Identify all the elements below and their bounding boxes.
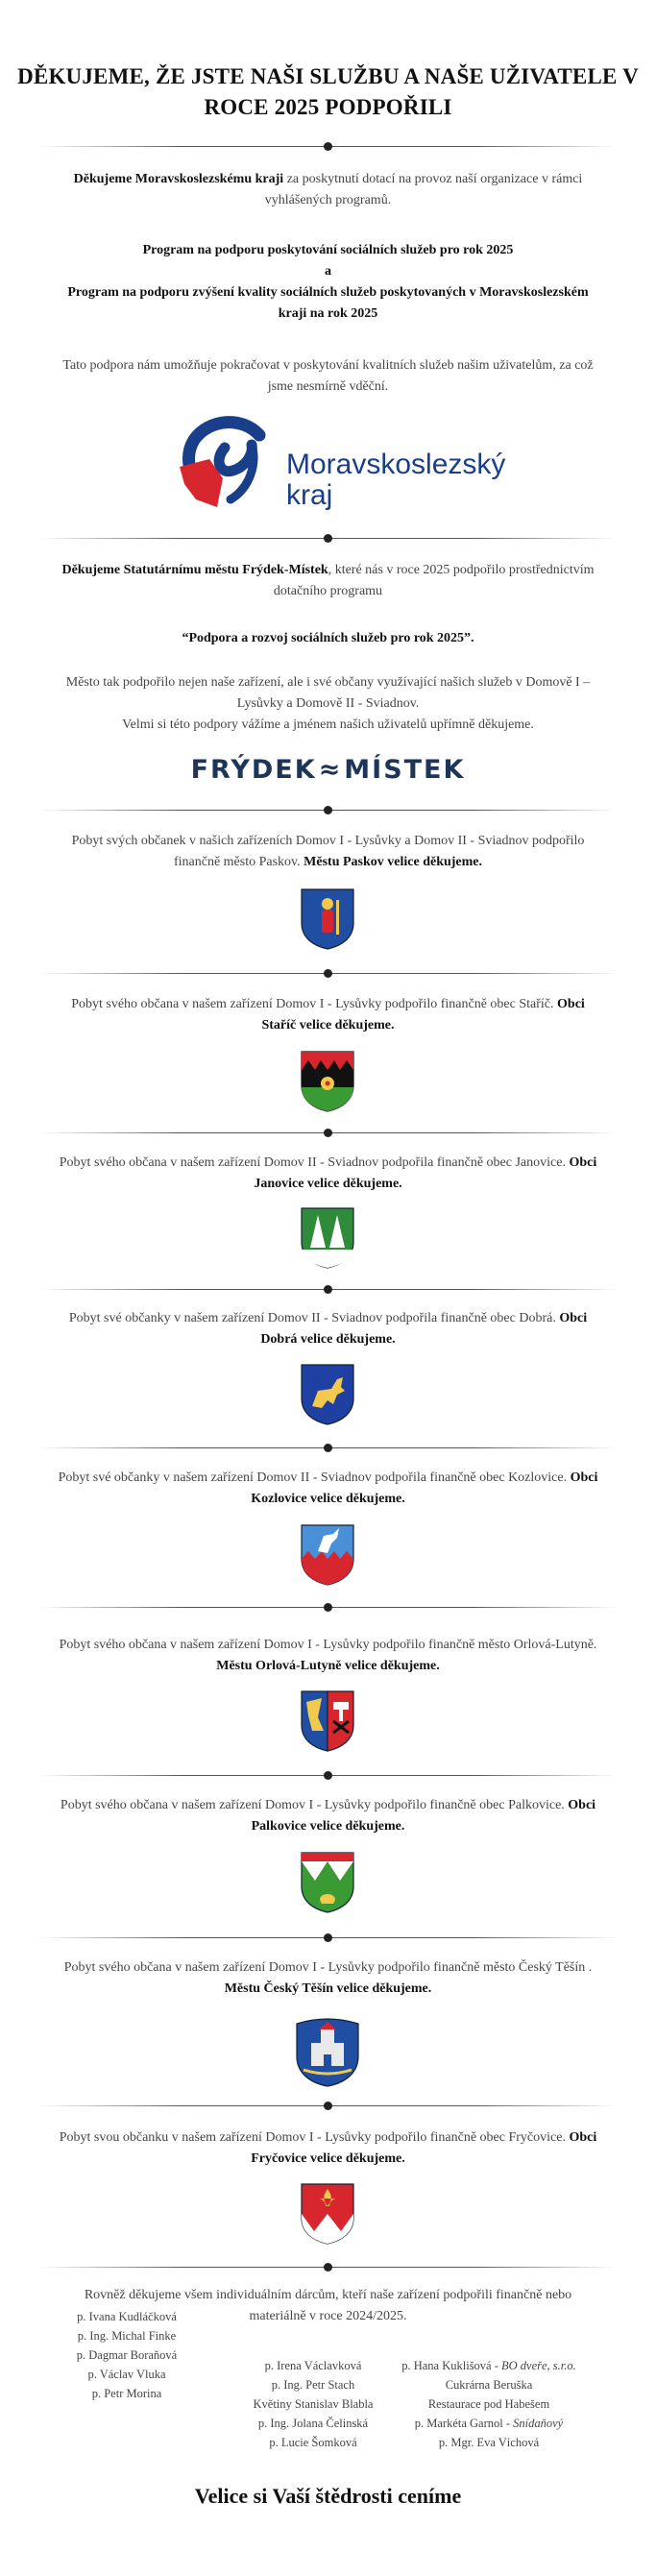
fm-intro-text: , které nás v roce 2025 podpořilo prostřednictvím dotačního programu (273, 563, 595, 598)
staric-crest (299, 1049, 356, 1112)
msk-program-2: Program na podporu zvýšení kvality sociálních služeb poskytovaných v Moravskoslezském kraji na rok 2025 (67, 285, 589, 321)
separator (38, 1770, 618, 1780)
msk-logo-line2: kraj (286, 479, 333, 511)
fm-body (58, 672, 598, 736)
donor (388, 2414, 590, 2433)
municipality-thanks: Obci Dobrá velice děkujeme. (260, 1311, 588, 1347)
municipality-text: Pobyt svých občanek v našich zařízeních Domov I - Lysůvky a Domov II - Sviadnov podpořilo finančně město Paskov. (71, 834, 585, 869)
donor: Cukrárna Beruška (445, 2378, 533, 2392)
separator (38, 2101, 618, 2110)
separator (38, 141, 618, 151)
donor: p. Ivana Kudláčková (77, 2310, 177, 2323)
frycovice-crest (299, 2181, 356, 2245)
donors-col3 (388, 2356, 590, 2452)
donors-col1 (69, 2307, 184, 2403)
paskov-crest (299, 887, 356, 950)
donor: p. Petr Morina (91, 2387, 162, 2400)
municipality-text-dobra (58, 1308, 598, 1350)
donor: p. Lucie Šomková (269, 2436, 357, 2449)
msk-programs (58, 240, 598, 325)
municipality-text: Pobyt svého občana v našem zařízení Domov I - Lysůvky podpořilo finančně obec Staříč. (71, 997, 558, 1011)
donor: Květiny Stanislav Blabla (253, 2397, 374, 2411)
fm-body-1: Město tak podpořilo nejen naše zařízení, ale i své občany využívající našich služeb v Domově I – Lysůvky a Domově II - Sviadnov. (65, 675, 591, 711)
municipality-text: Pobyt své občanky v našem zařízení Domov II - Sviadnov podpořila finančně obec Dobrá. (68, 1311, 560, 1325)
municipality-text-orlova (58, 1635, 598, 1677)
fm-intro-bold: Děkujeme Statutárnímu městu Frýdek-Místek (61, 563, 328, 577)
donor: p. Ing. Petr Stach (271, 2378, 355, 2392)
municipality-text: Pobyt svého občana v našem zařízení Domov I - Lysůvky podpořilo finančně obec Palkovice. (60, 1798, 569, 1812)
separator (38, 1932, 618, 1942)
msk-intro-bold: Děkujeme Moravskoslezskému kraji (73, 172, 284, 186)
msk-program-and: a (325, 264, 331, 279)
municipality-text-staric (58, 994, 598, 1036)
municipality-text-palkovice (58, 1795, 598, 1837)
tesin-crest (294, 2014, 361, 2087)
donors-intro: Rovněž děkujeme všem individuálním dárcům, kteří naše zařízení podpořili finančně nebo materiálně v roce 2024/2025. (84, 2288, 572, 2323)
separator (38, 1443, 618, 1452)
fm-body-2: Velmi si této podpory vážíme a jménem našich uživatelů upřímně děkujeme. (122, 717, 534, 732)
municipality-text-paskov (58, 831, 598, 873)
fm-logo-symbol: ≈ (318, 755, 343, 785)
municipality-thanks: Obci Kozlovice velice děkujeme. (251, 1470, 598, 1506)
msk-logo-text (286, 450, 505, 511)
municipality-text-frycovice (58, 2127, 598, 2170)
municipality-text-tesin (58, 1957, 598, 2000)
fm-logo (0, 755, 656, 785)
donor: p. Ing. Michal Finke (77, 2329, 177, 2343)
separator (38, 1284, 618, 1294)
municipality-thanks: Městu Orlová-Lutyně velice děkujeme. (216, 1659, 440, 1673)
palkovice-crest (299, 1850, 356, 1913)
orlova-crest (299, 1689, 356, 1752)
donors-col2 (227, 2356, 400, 2452)
fm-intro (58, 560, 598, 602)
msk-thanks: Tato podpora nám umožňuje pokračovat v poskytování kvalitních služeb našim uživatelům, za což jsme nesmírně vděční. (62, 358, 594, 394)
separator (38, 1602, 618, 1612)
donor-name: p. Hana Kuklišová - (401, 2359, 502, 2372)
donor-name: p. Markéta Garnol - (414, 2417, 514, 2430)
msk-intro (58, 169, 598, 211)
separator (38, 968, 618, 978)
municipality-thanks: Obci Palkovice velice děkujeme. (251, 1798, 596, 1834)
municipality-text: Pobyt své občanky v našem zařízení Domov II - Sviadnov podpořila finančně obec Kozlovice. (58, 1470, 571, 1485)
dobra-crest (299, 1362, 356, 1425)
donor: p. Ing. Jolana Čelinská (257, 2417, 369, 2430)
fm-logo-b: MÍSTEK (344, 755, 466, 785)
municipality-text: Pobyt svou občanku v našem zařízení Domov I - Lysůvky podpořilo finančně obec Fryčovice. (59, 2130, 570, 2145)
fm-logo-a: FRÝDEK (190, 755, 317, 785)
municipality-thanks: Obci Fryčovice velice děkujeme. (251, 2130, 597, 2166)
municipality-text: Pobyt svého občana v našem zařízení Domov II - Sviadnov podpořila finančně obec Janovice. (59, 1155, 570, 1170)
separator (38, 533, 618, 543)
donor-company: Snídaňový (513, 2417, 564, 2430)
msk-logo-emblem (175, 411, 280, 517)
donor: p. Václav Vluka (87, 2368, 166, 2381)
msk-intro-text: za poskytnutí dotací na provoz naší organizace v rámci vyhlášených programů. (264, 172, 583, 207)
donor: p. Dagmar Boraňová (76, 2348, 178, 2362)
separator (38, 805, 618, 814)
fm-program: “Podpora a rozvoj sociálních služeb pro rok 2025”. (182, 631, 474, 645)
donor: p. Mgr. Eva Víchová (438, 2436, 540, 2449)
donor: Restaurace pod Habešem (427, 2397, 550, 2411)
msk-logo-line1: Moravskoslezský (286, 449, 506, 480)
municipality-text: Pobyt svého občana v našem zařízení Domov I - Lysůvky podpořilo finančně město Český Těšín . (63, 1960, 593, 1975)
municipality-text: Pobyt svého občana v našem zařízení Domov I - Lysůvky podpořilo finančně město Orlová-Lutyně. (59, 1638, 597, 1652)
donor: p. Irena Václavková (264, 2359, 362, 2372)
municipality-text-kozlovice (58, 1468, 598, 1510)
janovice-crest (299, 1205, 356, 1269)
separator (38, 1128, 618, 1137)
municipality-thanks: Městu Paskov velice děkujeme. (304, 855, 483, 869)
municipality-thanks: Městu Český Těšín velice děkujeme. (224, 1981, 432, 1996)
donor (388, 2356, 590, 2375)
kozlovice-crest (299, 1522, 356, 1586)
closing-text: Velice si Vaší štědrosti ceníme (194, 2484, 462, 2508)
msk-logo (175, 411, 506, 517)
separator (38, 2262, 618, 2272)
municipality-thanks: Obci Staříč velice děkujeme. (261, 997, 585, 1033)
municipality-thanks: Obci Janovice velice děkujeme. (254, 1155, 597, 1191)
donor-company: BO dveře, s.r.o. (501, 2359, 576, 2372)
municipality-text-janovice (58, 1153, 598, 1195)
msk-program-1: Program na podporu poskytování sociálních služeb pro rok 2025 (142, 243, 514, 257)
page-title: DĚKUJEME, ŽE JSTE NAŠI SLUŽBU A NAŠE UŽIVATELE V ROCE 2025 PODPOŘILI (17, 64, 639, 119)
